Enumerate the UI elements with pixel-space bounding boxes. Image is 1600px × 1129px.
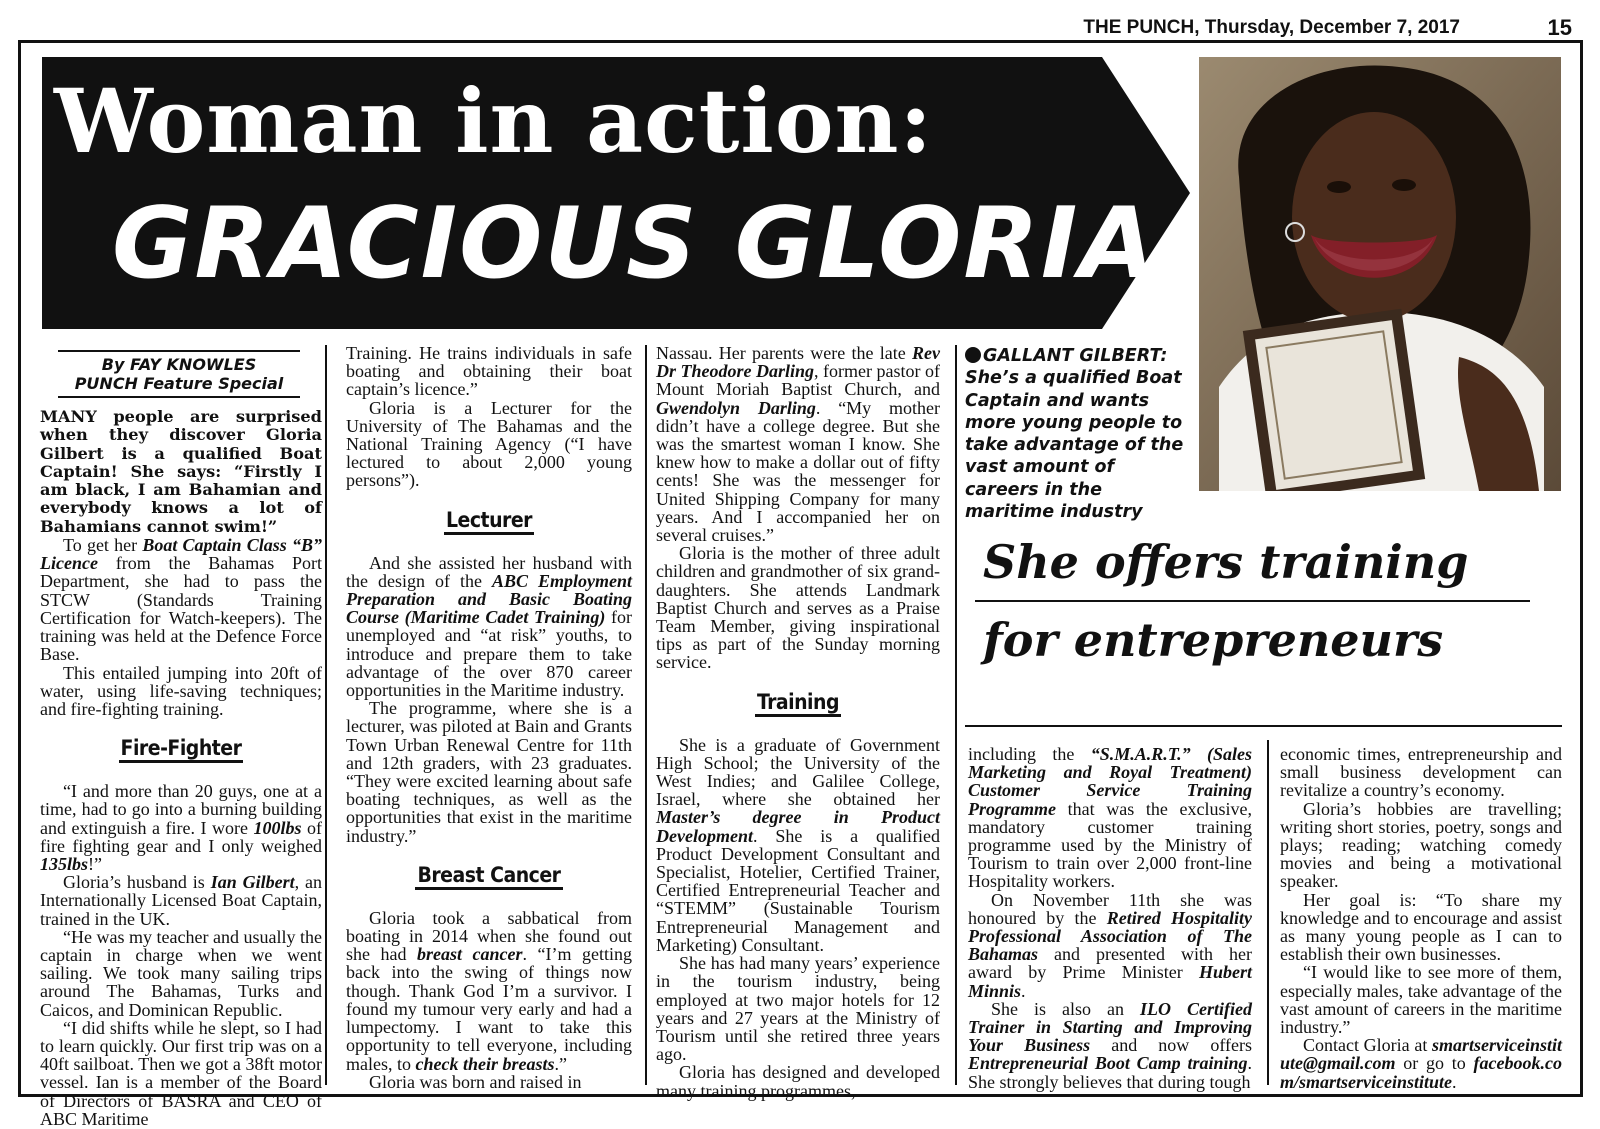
paragraph: Contact Gloria at smartserviceinstitute@gmail.com or go to facebook.com/smartserviceinstitute. xyxy=(1280,1035,1562,1092)
byline-section: PUNCH Feature Special xyxy=(74,374,284,393)
paragraph: Nassau. Her parents were the late Rev Dr Theodore Darling, former pastor of Mount Moriah Baptist Church, and Gwendolyn Darling. “My mother didn’t have a college degree. But she was the smartest woman I know. She knew how to make a dollar out of fifty cents! She was the messenger for United Shipping Company for many years. And I accompanied her on several cruises.” xyxy=(656,343,940,546)
article-column-3 xyxy=(656,344,940,1100)
paragraph: Gloria was born and raised in xyxy=(369,1071,582,1092)
subheadline-rule xyxy=(975,600,1530,602)
masthead: THE PUNCH, Thursday, December 7, 2017 xyxy=(1083,17,1460,38)
portrait-illustration xyxy=(1199,57,1561,491)
paragraph: Gloria is the mother of three adult children and grandmother of six grand-daughters. She attends Landmark Baptist Church and serves as a Praise Team Member, giving inspirational tips as part of the Sunday morning service. xyxy=(656,543,940,673)
article-column-4 xyxy=(968,745,1252,1091)
portrait-photo xyxy=(1199,57,1561,491)
subheadline-line1: She offers training xyxy=(983,535,1469,589)
headline-line2: GRACIOUS GLORIA xyxy=(112,187,1158,301)
paragraph: Gloria is a Lecturer for the University of The Bahamas and the National Training Agency (“I have lectured to about 2,000 young persons”). xyxy=(346,397,632,491)
article-column-5 xyxy=(1280,745,1562,1091)
paragraph: economic times, entrepreneurship and small business development can revitalize a country’s economy. xyxy=(1280,744,1562,801)
column-rule xyxy=(645,345,647,1085)
paragraph: She has had many years’ experience in the tourism industry, being employed at two major hotels for 12 years and 27 years at the Ministry of Tourism until she retired three years ago. xyxy=(656,953,940,1065)
paragraph: Training. He trains individuals in safe boating and obtaining their boat captain’s licence.” xyxy=(346,343,632,400)
paragraph: This entailed jumping into 20ft of water, using life-saving techniques; and fire-fighting training. xyxy=(40,662,322,719)
column-rule xyxy=(1267,740,1269,1085)
page-number: 15 xyxy=(1547,15,1572,40)
paragraph: On November 11th she was honoured by the Retired Hospitality Professional Association of The Bahamas and presented with her award by Prime Minister Hubert Minnis. xyxy=(968,889,1252,1001)
paragraph: Gloria has designed and developed many training programmes, xyxy=(656,1062,940,1101)
caption-body: She’s a qualified Boat Captain and wants more young people to take advantage of the vast amount of careers in the maritime industry xyxy=(965,368,1184,523)
article-column-1 xyxy=(40,408,322,1128)
paragraph: Gloria took a sabbatical from boating in 2014 when she found out she had breast cancer. “I’m getting back into the swing of things now though. Thank God I’m a survivor. I found my tumour very early and had a lumpectomy. I want to take this opportunity to tell everyone, including males, to check their breasts.” xyxy=(346,907,633,1074)
paragraph: Gloria’s husband is Ian Gilbert, an Internationally Licensed Boat Captain, trained in the UK. xyxy=(40,872,322,929)
subhead-lecturer: Lecturer xyxy=(346,508,632,532)
column-rule xyxy=(325,345,327,1085)
paragraph: “He was my teacher and usually the captain in charge when we went sailing. We took many sailing trips around The Bahamas, Turks and Caicos, and Dominican Republic. xyxy=(40,926,322,1020)
caption-lead: GALLANT GILBERT: xyxy=(983,346,1168,366)
paragraph: She is a graduate of Government High School; the University of the West Indies; and Galilee College, Israel, where she obtained her Master’s degree in Product Development. She is a qualified Product Development Consultant and Specialist, Hotelier, Certified Trainer, Certified Entrepreneurial Teacher and “STEMM” (Sustainable Tourism Entrepreneurial Management and Marketing) Consultant. xyxy=(656,734,940,955)
paragraph: Gloria’s hobbies are travelling; writing short stories, poetry, songs and plays; reading; watching comedy movies and being a motivational speaker. xyxy=(1280,798,1562,892)
photo-caption xyxy=(965,345,1185,523)
lead-paragraph: MANY people are surprised when they discover Gloria Gilbert is a qualified Boat Captain! She says: “Firstly I am black, I am Bahamian and everybody knows a lot of Bahamians cannot swim!” xyxy=(40,407,322,536)
subhead-breast-cancer: Breast Cancer xyxy=(346,863,632,887)
headline-line1: Woman in action: xyxy=(54,69,933,173)
paragraph: “I and more than 20 guys, one at a time, had to go into a burning building and extinguish a fire. I wore 100lbs of fire fighting gear and I only weighed 135lbs!” xyxy=(40,781,323,874)
paragraph: To get her Boat Captain Class “B” Licence from the Bahamas Port Department, she had to pass the STCW (Standards Training Certification for Watch-keepers). The training was held at the Defence Force Base. xyxy=(40,535,322,665)
paragraph: including the “S.M.A.R.T.” (Sales Marketing and Royal Treatment) Customer Service Training Programme that was the exclusive, mandatory customer training programme used by the Ministry of Tourism to train over 2,000 front-line Hospitality workers. xyxy=(968,744,1253,892)
paragraph: She is also an ILO Certified Trainer in Starting and Improving Your Business and now offers Entrepreneurial Boot Camp training. She strongly believes that during tough xyxy=(968,998,1252,1092)
paragraph: The programme, where she is a lecturer, was piloted at Bain and Grants Town Urban Renewal Centre for 11th and 12th graders, with 23 graduates. “They were excited learning about safe boating techniques, as well as the opportunities that exist in the maritime industry.” xyxy=(346,698,632,846)
subhead-training: Training xyxy=(656,690,940,714)
byline-author: By FAY KNOWLES xyxy=(101,355,257,374)
paragraph: And she assisted her husband with the design of the ABC Employment Preparation and Basic Boating Course (Maritime Cadet Training) for unemployed and “at risk” youths, to introduce and prepare them to take advantage of the over 870 career opportunities in the Maritime industry. xyxy=(346,552,632,701)
paragraph: “I did shifts while he slept, so I had to learn quickly. Our first trip was on a 40ft sailboat. Then we got a 38ft motor vessel. Ian is a member of the Board of Directors of BASRA and CEO of ABC Maritime xyxy=(40,1017,322,1129)
section-divider xyxy=(965,725,1562,727)
subheadline-line2: for entrepreneurs xyxy=(983,613,1444,667)
article-column-2 xyxy=(346,344,632,1091)
column-rule xyxy=(955,345,957,1085)
page-header xyxy=(0,0,1600,40)
headline-banner xyxy=(42,57,1192,329)
paragraph: “I would like to see more of them, especially males, take advantage of the vast amount of careers in the maritime industry.” xyxy=(1280,962,1562,1038)
byline xyxy=(58,350,300,398)
subhead-fire-fighter: Fire-Fighter xyxy=(40,736,322,760)
paragraph: Her goal is: “To share my knowledge and to encourage and assist as many young people as I can to establish their own businesses. xyxy=(1280,889,1562,965)
bullet-icon xyxy=(965,347,981,363)
